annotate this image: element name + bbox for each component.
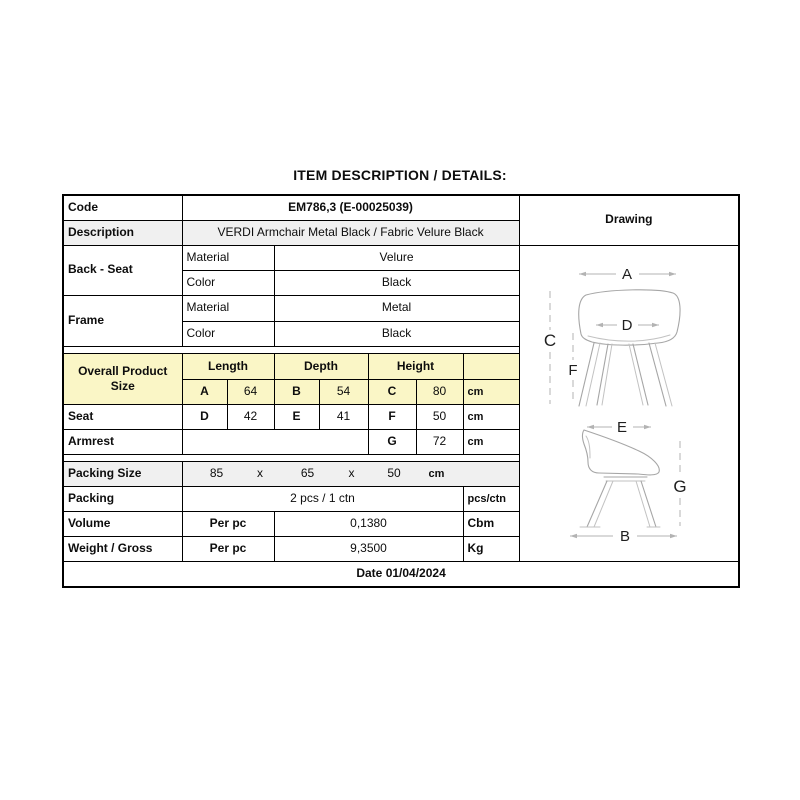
dim-e-key: E	[274, 405, 319, 430]
dim-a-value: 64	[227, 380, 274, 405]
armrest-empty-cell	[182, 430, 368, 455]
back-seat-material-row	[63, 245, 739, 270]
weight-basis: Per pc	[182, 537, 274, 562]
dim-e-value: 41	[319, 405, 368, 430]
volume-label: Volume	[63, 512, 182, 537]
dim-a-key: A	[182, 380, 227, 405]
frame-color-label: Color	[182, 321, 274, 346]
dim-f-value: 50	[416, 405, 463, 430]
weight-unit: Kg	[463, 537, 519, 562]
code-value: EM786,3 (E-00025039)	[182, 195, 519, 220]
description-label: Description	[63, 220, 182, 245]
back-seat-label: Back - Seat	[63, 245, 182, 295]
dim-d-value: 42	[227, 405, 274, 430]
frame-label: Frame	[63, 295, 182, 346]
depth-header: Depth	[274, 353, 368, 379]
packing-size-depth: 65	[300, 466, 315, 481]
dim-c-key: C	[368, 380, 416, 405]
dim-label-e: E	[616, 418, 627, 436]
size-header-unit-cell	[463, 353, 519, 379]
dim-b-value: 54	[319, 380, 368, 405]
length-header: Length	[182, 353, 274, 379]
packing-size-unit: cm	[428, 467, 445, 480]
dim-b-key: B	[274, 380, 319, 405]
dim-g-key: G	[368, 430, 416, 455]
height-header: Height	[368, 353, 463, 379]
packing-size-x: x	[257, 466, 263, 481]
back-seat-color-label: Color	[182, 270, 274, 295]
drawing-area	[519, 245, 739, 562]
overall-size-label: Overall Product Size	[63, 353, 182, 404]
description-value: VERDI Armchair Metal Black / Fabric Velure Black	[182, 220, 519, 245]
volume-value: 0,1380	[274, 512, 463, 537]
packing-size-label: Packing Size	[63, 462, 182, 487]
volume-unit: Cbm	[463, 512, 519, 537]
dim-label-b: B	[619, 527, 630, 545]
packing-size-x: x	[348, 466, 355, 481]
dim-d-key: D	[182, 405, 227, 430]
dim-c-value: 80	[416, 380, 463, 405]
dim-label-f: F	[568, 361, 578, 379]
drawing-header: Drawing	[519, 195, 739, 245]
packing-size-values	[182, 462, 519, 487]
packing-unit: pcs/ctn	[463, 487, 519, 512]
packing-size-width: 85	[209, 466, 224, 481]
page-title: ITEM DESCRIPTION / DETAILS:	[293, 167, 507, 183]
dim-label-g: G	[672, 476, 687, 496]
dim-label-a: A	[621, 265, 632, 283]
side-view-sketch	[570, 419, 687, 545]
volume-basis: Per pc	[182, 512, 274, 537]
seat-label: Seat	[63, 405, 182, 430]
spec-table	[62, 194, 740, 588]
frame-material-value: Metal	[274, 295, 519, 321]
armrest-unit: cm	[463, 430, 519, 455]
front-view-sketch	[543, 266, 679, 406]
back-seat-material-value: Velure	[274, 245, 519, 270]
dim-g-value: 72	[416, 430, 463, 455]
dim-label-c: C	[543, 330, 556, 350]
weight-value: 9,3500	[274, 537, 463, 562]
date-value: Date 01/04/2024	[63, 562, 739, 587]
frame-material-label: Material	[182, 295, 274, 321]
weight-label: Weight / Gross	[63, 537, 182, 562]
chair-drawing	[520, 246, 738, 558]
overall-unit: cm	[463, 380, 519, 405]
packing-size-height: 50	[387, 466, 401, 481]
seat-unit: cm	[463, 405, 519, 430]
date-row	[63, 562, 739, 587]
dim-f-key: F	[368, 405, 416, 430]
back-seat-color-value: Black	[274, 270, 519, 295]
frame-color-value: Black	[274, 321, 519, 346]
code-row	[63, 195, 739, 220]
back-seat-material-label: Material	[182, 245, 274, 270]
packing-value: 2 pcs / 1 ctn	[182, 487, 463, 512]
dim-label-d: D	[621, 316, 633, 334]
code-label: Code	[63, 195, 182, 220]
armrest-label: Armrest	[63, 430, 182, 455]
packing-label: Packing	[63, 487, 182, 512]
